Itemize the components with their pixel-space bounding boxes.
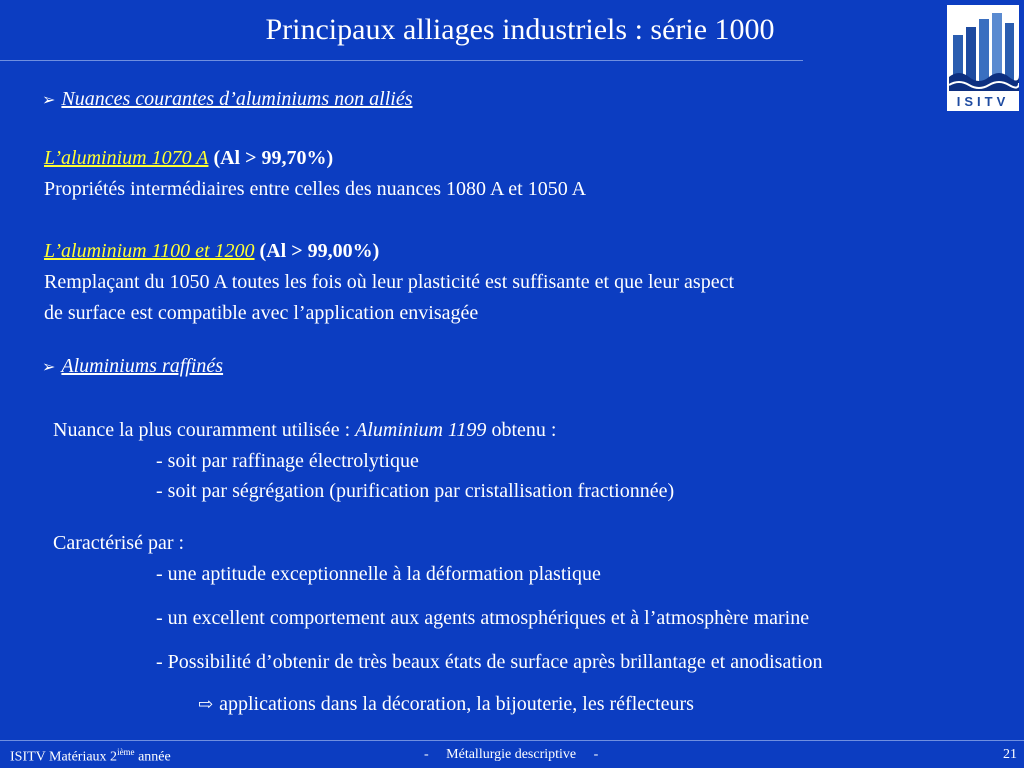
applications-line bbox=[198, 693, 694, 716]
alloy-name: L’aluminium 1070 A bbox=[44, 147, 209, 169]
alloy-1070-desc: Propriétés intermédiaires entre celles des nuances 1080 A et 1050 A bbox=[44, 178, 587, 200]
trait-item: - une aptitude exceptionnelle à la déformation plastique bbox=[156, 563, 601, 585]
outline-right-arrow-icon: ⇨ bbox=[198, 694, 214, 714]
intro-text-end: obtenu : bbox=[486, 419, 557, 441]
title-divider bbox=[0, 60, 803, 61]
refined-intro bbox=[53, 419, 556, 442]
section-nuances-courantes bbox=[42, 88, 413, 111]
logo-text: ISITV bbox=[956, 94, 1010, 109]
alloy-1100-line bbox=[44, 240, 379, 263]
footer-left bbox=[10, 747, 171, 766]
footer-center: - Métallurgie descriptive - bbox=[424, 747, 599, 762]
intro-text: Nuance la plus couramment utilisée : bbox=[53, 419, 356, 441]
slide-title: Principaux alliages industriels : série 1000 bbox=[265, 13, 775, 46]
footer-course: ISITV Matériaux 2 bbox=[10, 749, 118, 765]
trait-item: - un excellent comportement aux agents atmosphériques et à l’atmosphère marine bbox=[156, 607, 810, 629]
section-heading: Nuances courantes d’aluminiums non alliés bbox=[61, 88, 413, 110]
method-item: - soit par ségrégation (purification par cristallisation fractionnée) bbox=[156, 480, 675, 502]
arrowhead-bullet-icon: ➢ bbox=[42, 359, 56, 376]
isitv-logo bbox=[947, 5, 1019, 111]
alloy-spec: (Al > 99,00%) bbox=[259, 240, 380, 262]
alloy-1100-desc-1: Remplaçant du 1050 A toutes les fois où leur plasticité est suffisante et que leur aspect bbox=[44, 271, 735, 293]
footer-sup: ième bbox=[117, 747, 135, 757]
footer-divider bbox=[0, 740, 1024, 741]
trait-item: - Possibilité d’obtenir de très beaux états de surface après brillantage et anodisation bbox=[156, 651, 823, 673]
arrowhead-bullet-icon: ➢ bbox=[42, 92, 56, 109]
section-aluminiums-raffines bbox=[42, 355, 223, 378]
alloy-1100-desc-2: de surface est compatible avec l’application envisagée bbox=[44, 302, 479, 324]
footer-year: année bbox=[134, 749, 171, 765]
alloy-name: L’aluminium 1100 et 1200 bbox=[44, 240, 255, 262]
method-item: - soit par raffinage électrolytique bbox=[156, 450, 419, 472]
section-heading: Aluminiums raffinés bbox=[61, 355, 224, 377]
alloy-spec: (Al > 99,70%) bbox=[213, 147, 334, 169]
intro-alloy-name: Aluminium 1199 bbox=[355, 419, 487, 441]
characterized-label: Caractérisé par : bbox=[53, 532, 185, 554]
page-number: 21 bbox=[1003, 747, 1017, 762]
applications-text: applications dans la décoration, la bijouterie, les réflecteurs bbox=[219, 693, 694, 715]
alloy-1070-line bbox=[44, 147, 333, 170]
